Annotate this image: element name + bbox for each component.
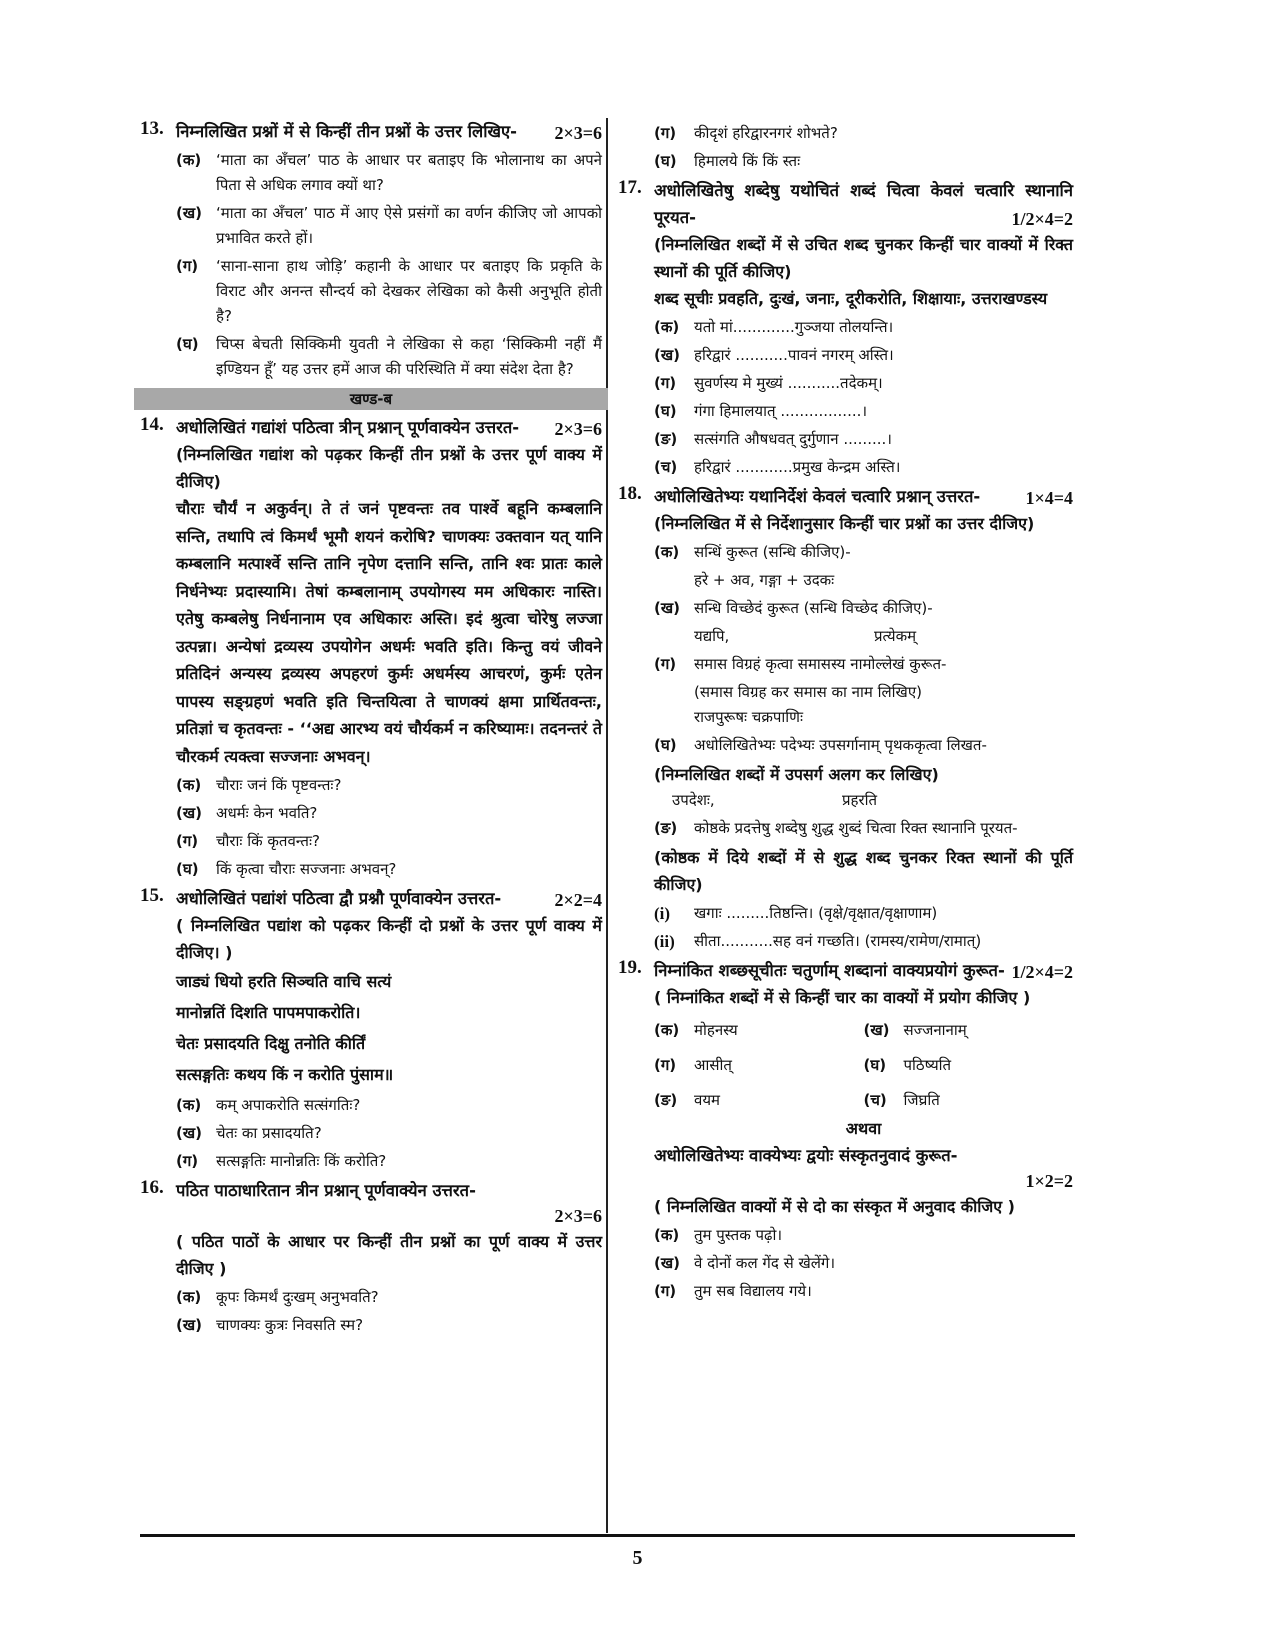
sub-label: (क) — [176, 1096, 202, 1114]
sub-question — [176, 1149, 602, 1174]
question-number: 14. — [140, 414, 164, 435]
sub-text: ‘माता का अँचल’ पाठ के आधार पर बताइए कि भोलानाथ का अपने पिता से अधिक लगाव क्यों था? — [216, 151, 602, 194]
word-item — [654, 1053, 864, 1078]
sub-label: (ख) — [176, 1316, 202, 1334]
sub-text: सन्धिं कुरूत (सन्धि कीजिए)- — [694, 543, 851, 561]
sub-text: खगाः .........तिष्ठन्ति। (वृक्षे/वृक्षात/वृक्षाणाम) — [694, 904, 938, 922]
question-16-continued — [618, 121, 1073, 174]
question-text: निम्नलिखित प्रश्नों में से किन्हीं तीन प्रश्नों के उत्तर लिखिए- — [176, 122, 517, 141]
sub-text: अधर्मः केन भवति? — [216, 804, 318, 822]
sub-text: सुवर्णस्य मे मुख्यं ...........तदेकम्। — [694, 374, 883, 392]
sub-question — [654, 343, 1073, 368]
sub-question — [654, 455, 1073, 480]
question-13 — [140, 118, 602, 382]
instruction: ( निम्नलिखित पद्यांश को पढ़कर किन्हीं दो प्रश्नों के उत्तर पूर्ण वाक्य में दीजिए। ) — [176, 916, 602, 962]
word-item — [654, 1018, 864, 1043]
marks: 1×2=2 — [1025, 1171, 1073, 1191]
question-18 — [618, 483, 1073, 954]
sub-label: (ख) — [176, 1124, 202, 1142]
sub-text: कोष्ठके प्रदत्तेषु शब्देषु शुद्ध शुब्दं चित्वा रिक्त स्थानानि पूरयत- — [694, 819, 1018, 837]
sub-question — [654, 1279, 1073, 1304]
sub-text: यतो मां.............गुञ्जया तोलयन्ति। — [694, 318, 894, 336]
sub-text: ‘माता का अँचल’ पाठ में आए ऐसे प्रसंगों का वर्णन कीजिए जो आपको प्रभावित करते हों। — [216, 204, 602, 247]
sub-text: सीता...........सह वनं गच्छति। (रामस्य/रामेण/रामात्) — [694, 932, 982, 950]
marks: 1×4=4 — [1025, 488, 1073, 508]
question-number: 16. — [140, 1177, 164, 1198]
marks: 1/2×4=2 — [1011, 209, 1073, 229]
sub-text: सत्संगति औषधवत् दुर्गुणान .........। — [694, 430, 892, 448]
hindi-note: (समास विग्रह कर समास का नाम लिखिए) — [694, 683, 922, 701]
sub-items — [654, 624, 1073, 649]
question-text: अधोलिखितं पद्यांशं पठित्वा द्वौ प्रश्नौ पूर्णवाक्येन उत्तरत- — [176, 889, 502, 908]
word-item — [864, 1053, 1074, 1078]
sub-label: (ख) — [176, 804, 202, 822]
question-number: 18. — [618, 483, 642, 504]
sub-label: (घ) — [176, 860, 199, 878]
sub-label: (क) — [176, 776, 202, 794]
question-text: अधोलिखितेभ्यः यथानिर्देशं केवलं चत्वारि प्रश्नान् उत्तरत- — [654, 487, 981, 506]
hindi-note: (निम्नलिखित शब्दों में उपसर्ग अलग कर लिखिए) — [654, 765, 939, 784]
verse-line: जाड्यं धियो हरति सिञ्चति वाचि सत्यं — [176, 972, 392, 991]
item: प्रत्येकम् — [874, 627, 917, 645]
marks: 2×3=6 — [554, 419, 602, 439]
sub-text: चौराः किं कृतवन्तः? — [216, 832, 320, 850]
sub-text: गंगा हिमालयात् .................। — [694, 402, 868, 420]
sub-items: हरे + अव, गङ्गा + उदकः — [694, 571, 835, 589]
sub-text: तुम सब विद्यालय गये। — [694, 1282, 812, 1300]
sub-label: (ङ) — [654, 1091, 678, 1109]
sub-text: आसीत् — [694, 1056, 732, 1074]
item: प्रहरति — [842, 791, 878, 809]
sub-text: वे दोनों कल गेंद से खेलेंगे। — [694, 1254, 836, 1272]
sub-text: चेतः का प्रसादयति? — [216, 1124, 322, 1142]
footer-rule — [140, 1534, 1075, 1537]
section-header: खण्ड-ब — [134, 388, 608, 410]
question-number: 17. — [618, 177, 642, 198]
sub-question — [176, 1121, 602, 1146]
word-list: शब्द सूचीः प्रवहति, दुःखं, जनाः, दूरीकरोति, शिक्षायाः, उत्तराखण्डस्य — [654, 289, 1048, 308]
instruction: ( निम्नलिखित वाक्यों में से दो का संस्कृत में अनुवाद कीजिए ) — [654, 1197, 1015, 1216]
sub-label: (ख) — [654, 1254, 680, 1272]
question-16 — [140, 1177, 602, 1338]
sub-question — [654, 427, 1073, 452]
sub-label: (ग) — [654, 1056, 677, 1074]
sub-text: कीदृशं हरिद्वारनगरं शोभते? — [694, 124, 838, 142]
marks: 2×3=6 — [554, 123, 602, 143]
sub-text: हरिद्वारं ............प्रमुख केन्द्रम अस्ति। — [694, 458, 901, 476]
question-14 — [140, 414, 602, 882]
sub-text: सज्जनानाम् — [903, 1021, 967, 1039]
sub-label: (घ) — [176, 335, 199, 353]
verse-line: चेतः प्रसादयति दिक्षु तनोति कीर्तिं — [176, 1034, 366, 1053]
sub-text: कम् अपाकरोति सत्संगतिः? — [216, 1096, 361, 1114]
sub-label: (घ) — [654, 736, 677, 754]
sub-question — [176, 1285, 602, 1310]
sub-question — [176, 254, 602, 329]
sub-label: (ङ) — [654, 819, 678, 837]
question-text: अधोलिखितं गद्यांशं पठित्वा त्रीन् प्रश्नान् पूर्णवाक्येन उत्तरत- — [176, 418, 520, 437]
question-text: निम्नांकित शब्छसूचीतः चतुर्णाम् शब्दानां वाक्यप्रयोगं कुरूत- — [654, 961, 1005, 980]
sub-label: (ङ) — [654, 430, 678, 448]
sub-question — [176, 148, 602, 198]
sub-label: (च) — [863, 1091, 887, 1109]
sub-label: (क) — [176, 151, 202, 169]
sub-text: तुम पुस्तक पढ़ो। — [694, 1226, 783, 1244]
sub-label: (घ) — [654, 152, 677, 170]
right-column — [618, 118, 1073, 1307]
sub-question — [176, 1313, 602, 1338]
page-number: 5 — [632, 1547, 643, 1569]
sub-label: (ग) — [176, 1152, 199, 1170]
sub-label: (ख) — [654, 599, 680, 617]
marks: 1/2×4=2 — [1011, 962, 1073, 982]
sub-question — [176, 829, 602, 854]
item: यद्यपि, — [694, 627, 730, 645]
sub-question — [654, 371, 1073, 396]
sub-question-sandhi-viccheda — [654, 596, 1073, 621]
sub-text: वयम — [694, 1091, 721, 1109]
sub-label: (ख) — [654, 346, 680, 364]
sub-question-samasa — [654, 652, 1073, 677]
sub-label: (ग) — [654, 655, 677, 673]
sub-label: (घ) — [863, 1056, 887, 1074]
sub-text: हरिद्वारं ...........पावनं नगरम् अस्ति। — [694, 346, 894, 364]
sub-text: पठिष्यति — [903, 1056, 952, 1074]
sub-question-sandhi — [654, 540, 1073, 565]
sub-item — [654, 929, 1073, 954]
sub-label: (ख) — [176, 204, 202, 222]
alternate-question-text: अधोलिखितेभ्यः वाक्येभ्यः द्वयोः संस्कृतनुवादं कुरूत- — [654, 1146, 958, 1165]
question-19 — [618, 957, 1073, 1304]
sub-question — [654, 149, 1073, 174]
or-separator: अथवा — [845, 1119, 882, 1138]
question-15 — [140, 885, 602, 1174]
left-column — [140, 118, 602, 1341]
sub-question — [654, 1251, 1073, 1276]
sub-label: (ख) — [863, 1021, 890, 1039]
sub-question — [176, 857, 602, 882]
sub-text: ‘साना-साना हाथ जोड़ि’ कहानी के आधार पर बताइए कि प्रकृति के विराट और अनन्त सौन्दर्य को देखकर लेखिका को कैसी अनुभूति होती है? — [216, 257, 602, 325]
item: उपदेशः, — [672, 791, 715, 809]
sub-text: चौराः जनं किं पृष्टवन्तः? — [216, 776, 342, 794]
sub-text: किं कृत्वा चौराः सज्जनाः अभवन्? — [216, 860, 397, 878]
sub-text: हिमालये किं किं स्तः — [694, 152, 801, 170]
sub-label: (ii) — [654, 932, 675, 951]
word-grid — [654, 1015, 1073, 1116]
instruction: (निम्नलिखित गद्यांश को पढ़कर किन्हीं तीन प्रश्नों के उत्तर पूर्ण वाक्य में दीजिए) — [176, 445, 602, 491]
sub-label: (ग) — [176, 257, 199, 275]
sub-question — [176, 773, 602, 798]
question-number: 13. — [140, 118, 164, 139]
sub-question — [654, 315, 1073, 340]
sub-text: सत्सङ्गतिः मानोन्नतिः किं करोति? — [216, 1152, 387, 1170]
sub-label: (ग) — [654, 374, 677, 392]
instruction: ( निम्नांकित शब्दों में से किन्हीं चार का वाक्यों में प्रयोग कीजिए ) — [654, 988, 1031, 1007]
marks: 2×2=4 — [554, 890, 602, 910]
instruction: (निम्नलिखित में से निर्देशानुसार किन्हीं चार प्रश्नों का उत्तर दीजिए) — [654, 514, 1035, 533]
sub-question — [176, 1093, 602, 1118]
sub-text: जिघ्रति — [903, 1091, 940, 1109]
sub-label: (ग) — [176, 832, 199, 850]
sub-text: कूपः किमर्थं दुःखम् अनुभवति? — [216, 1288, 379, 1306]
sub-question — [654, 399, 1073, 424]
sub-question — [176, 201, 602, 251]
sub-question — [176, 801, 602, 826]
sub-label: (क) — [654, 543, 680, 561]
sub-item — [654, 901, 1073, 926]
sub-items — [654, 788, 1073, 813]
sub-text: चाणक्यः कुत्रः निवसति स्म? — [216, 1316, 364, 1334]
word-item — [864, 1088, 1074, 1113]
sub-text: सन्धि विच्छेदं कुरूत (सन्धि विच्छेद कीजिए)- — [694, 599, 933, 617]
word-item — [654, 1088, 864, 1113]
prose-passage: चौराः चौर्यं न अकुर्वन्। ते तं जनं पृष्टवन्तः तव पार्श्वे बहूनि कम्बलानि सन्ति, तथापि त्वं किमर्थं भूमौ शयनं करोषि? चाणक्यः उक्तवान यत् यानि कम्बलानि मत्पार्श्वे सन्ति तानि नृपेण दत्तानि सन्ति, तानि श्वः प्रातः काले निर्धनेभ्यः प्रदास्यामि। तेषां कम्बलानाम् उपयोगस्य मम अधिकारः नास्ति। एतेषु कम्बलेषु निर्धनानाम एव अधिकारः अस्ति। इदं श्रुत्वा चोरेषु लज्जा उत्पन्ना। अन्येषां द्रव्यस्य उपयोगेन अधर्मः भवति इति। किन्तु वयं जीवने प्रतिदिनं अन्यस्य द्रव्यस्य अपहरणं कुर्मः अधर्मस्य आचरणं, कुर्मः एतेन पापस्य सङ्ग्रहणं भवति इति चिन्तयित्वा ते चाणक्यं क्षमा प्रार्थितवन्तः, प्रतिज्ञां च कृतवन्तः - ‘‘अद्य आरभ्य वयं चौर्यकर्म न करिष्यामः। तदनन्तरं ते चौरकर्म त्यक्त्वा सज्जनाः अभवन्। — [176, 499, 602, 766]
sub-label: (क) — [176, 1288, 202, 1306]
sub-question-upasarga — [654, 733, 1073, 758]
question-number: 19. — [618, 957, 642, 978]
hindi-note: (कोष्ठक में दिये शब्दों में से शुद्ध शब्द चुनकर रिक्त स्थानों की पूर्ति कीजिए) — [654, 848, 1073, 894]
sub-text: चिप्स बेचती सिक्किमी युवती ने लेखिका से कहा ‘सिक्किमी नहीं मैं इण्डियन हूँ’ यह उत्तर हमें आज की परिस्थिति में क्या संदेश देता है? — [216, 335, 602, 378]
sub-question-fill — [654, 816, 1073, 841]
sub-text: समास विग्रहं कृत्वा समासस्य नामोल्लेखं कुरूत- — [694, 655, 947, 673]
sub-question — [654, 1223, 1073, 1248]
sub-text: अधोलिखितेभ्यः पदेभ्यः उपसर्गानाम् पृथककृत्वा लिखत- — [694, 736, 987, 754]
sub-label: (i) — [654, 904, 671, 923]
question-17 — [618, 177, 1073, 480]
sub-label: (क) — [654, 318, 680, 336]
sub-items: राजपुरूषः चक्रपाणिः — [694, 708, 804, 726]
question-text: पठित पाठाधारितान त्रीन प्रश्नान् पूर्णवाक्येन उत्तरत- — [176, 1181, 476, 1200]
verse-line: सत्सङ्गतिः कथय किं न करोति पुंसाम॥ — [176, 1065, 394, 1084]
column-divider — [606, 118, 608, 1533]
sub-label: (च) — [654, 458, 678, 476]
sub-label: (क) — [654, 1226, 680, 1244]
sub-label: (घ) — [654, 402, 677, 420]
question-number: 15. — [140, 885, 164, 906]
marks: 2×3=6 — [554, 1206, 602, 1226]
sub-text: मोहनस्य — [694, 1021, 738, 1039]
instruction: (निम्नलिखित शब्दों में से उचित शब्द चुनकर किन्हीं चार वाक्यों में रिक्त स्थानों की पूर्ति कीजिए) — [654, 235, 1073, 281]
sub-label: (ग) — [654, 124, 677, 142]
sub-label: (क) — [654, 1021, 680, 1039]
verse-line: मानोन्नतिं दिशति पापमपाकरोति। — [176, 1003, 361, 1022]
sub-question — [176, 332, 602, 382]
instruction: ( पठित पाठों के आधार पर किन्हीं तीन प्रश्नों का पूर्ण वाक्य में उत्तर दीजिए ) — [176, 1232, 602, 1278]
sub-question — [654, 121, 1073, 146]
sub-label: (ग) — [654, 1282, 677, 1300]
word-item — [864, 1018, 1074, 1043]
question-text: अधोलिखितेषु शब्देषु यथोचितं शब्दं चित्वा केवलं चत्वारि स्थानानि पूरयत- — [654, 181, 1073, 227]
